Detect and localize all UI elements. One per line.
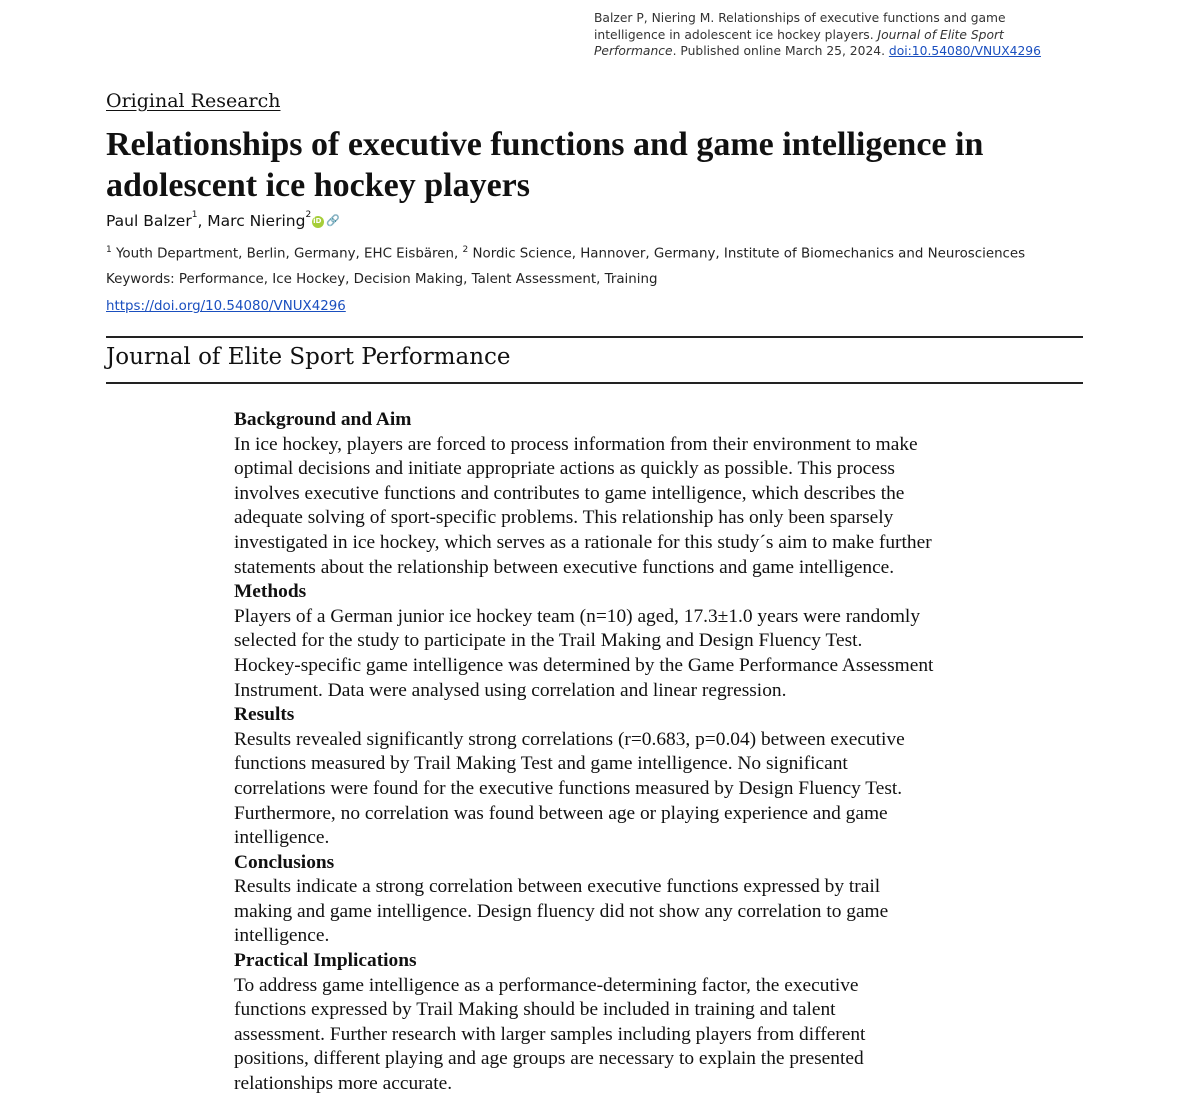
abstract-line: intelligence. (234, 827, 330, 849)
abstract-line: statements about the relationship between executive functions and game intelligence. (234, 556, 895, 578)
abstract-heading: Results (234, 704, 295, 726)
divider (106, 336, 1083, 338)
keywords: Keywords: Performance, Ice Hockey, Decision Making, Talent Assessment, Training (106, 272, 658, 287)
abstract-line: Results revealed significantly strong correlations (r=0.683, p=0.04) between executive (234, 728, 905, 750)
citation-block (594, 10, 1064, 60)
doi-link[interactable]: https://doi.org/10.54080/VNUX4296 (106, 299, 346, 314)
abstract (234, 408, 964, 1097)
abstract-line: Furthermore, no correlation was found between age or playing experience and game (234, 802, 888, 824)
abstract-heading: Background and Aim (234, 409, 412, 430)
link-icon[interactable]: 🔗 (326, 214, 340, 227)
abstract-line: Players of a German junior ice hockey team (n=10) aged, 17.3±1.0 years were randomly (234, 605, 921, 627)
author-name[interactable]: Paul Balzer (106, 212, 192, 230)
orcid-icon[interactable] (312, 216, 324, 228)
abstract-heading: Methods (234, 581, 307, 603)
author-affiliation-sup: 2 (305, 210, 312, 220)
abstract-line: In ice hockey, players are forced to process information from their environment to make (234, 433, 918, 455)
abstract-heading: Conclusions (234, 851, 335, 873)
abstract-line: assessment. Further research with larger samples including players from different (234, 1023, 866, 1045)
journal-name: Journal of Elite Sport Performance (106, 344, 511, 370)
affiliation-sup: 2 (462, 245, 469, 255)
abstract-line: optimal decisions and initiate appropriate actions as quickly as possible. This process (234, 458, 895, 480)
affiliation-text: Nordic Science, Hannover, Germany, Institute of Biomechanics and Neurosciences (468, 246, 1026, 262)
abstract-line: making and game intelligence. Design fluency did not show any correlation to game (234, 900, 889, 922)
abstract-line: intelligence. (234, 925, 330, 947)
author-affiliation-sup: 1 (191, 210, 198, 220)
abstract-line: investigated in ice hockey, which serves as a rationale for this study´s aim to make further (234, 531, 932, 553)
citation-journal: Journal of Elite Sport Performance (594, 27, 1004, 58)
author-separator: , (197, 212, 208, 230)
abstract-line: Hockey-specific game intelligence was determined by the Game Performance Assessment (234, 654, 934, 676)
abstract-line: adequate solving of sport-specific problems. This relationship has only been sparsely (234, 507, 894, 529)
affiliations (106, 245, 1025, 261)
abstract-line: correlations were found for the executive functions measured by Design Fluency Test. (234, 777, 903, 799)
abstract-line: Results indicate a strong correlation between executive functions expressed by trail (234, 876, 881, 898)
divider (106, 382, 1083, 384)
abstract-line: To address game intelligence as a performance-determining factor, the executive (234, 974, 859, 996)
article-type: Original Research (106, 90, 281, 112)
abstract-line: relationships more accurate. (234, 1073, 453, 1095)
citation-published: . Published online March 25, 2024. (672, 44, 889, 58)
citation-text: Balzer P, Niering M. Relationships of executive functions and game intelligence in adolescent ice hockey players. (594, 11, 1006, 42)
author-list (106, 212, 340, 230)
abstract-heading: Practical Implications (234, 950, 417, 972)
abstract-line: Instrument. Data were analysed using correlation and linear regression. (234, 679, 787, 701)
abstract-line: selected for the study to participate in the Trail Making and Design Fluency Test. (234, 630, 863, 652)
abstract-line: positions, different playing and age groups are necessary to explain the presented (234, 1048, 864, 1070)
article-title: Relationships of executive functions and game intelligence in adolescent ice hockey players (106, 126, 984, 204)
citation-doi-link[interactable]: doi:10.54080/VNUX4296 (888, 44, 1041, 58)
abstract-line: functions expressed by Trail Making should be included in training and talent (234, 999, 836, 1021)
affiliation-sup: 1 (106, 245, 112, 255)
abstract-line: functions measured by Trail Making Test and game intelligence. No significant (234, 753, 848, 775)
abstract-line: involves executive functions and contributes to game intelligence, which describes the (234, 482, 905, 504)
affiliation-text: Youth Department, Berlin, Germany, EHC Eisbären, (111, 246, 463, 262)
author-name[interactable]: Marc Niering (207, 212, 306, 230)
